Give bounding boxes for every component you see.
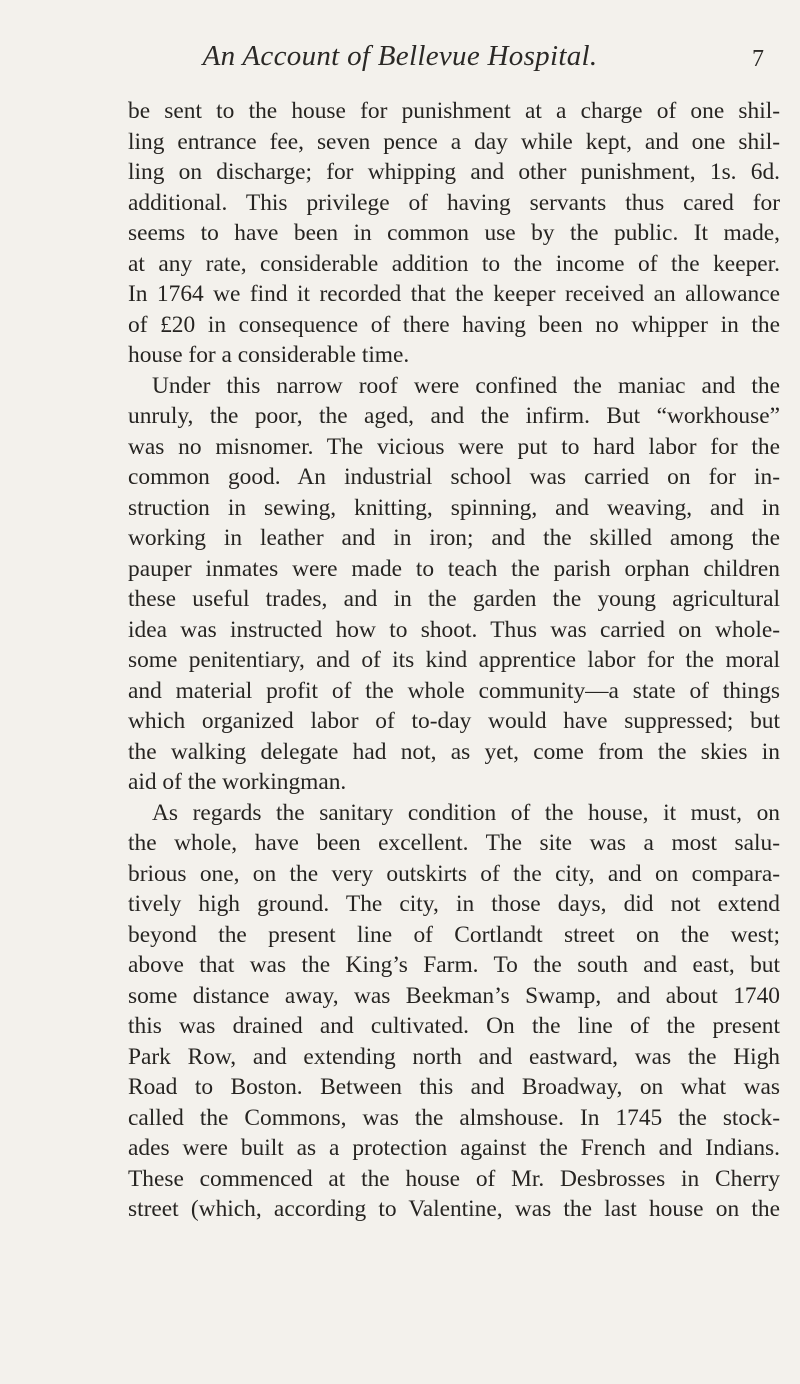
text-line: ades were built as a protection against the French and Indians. xyxy=(128,1135,780,1161)
text-line: which organized labor of to-day would have suppressed; but xyxy=(128,708,780,734)
text-line: street (which, according to Valentine, was the last house on the xyxy=(128,1196,780,1222)
running-head xyxy=(0,40,800,84)
body-text xyxy=(128,96,780,1225)
text-line: pauper inmates were made to teach the parish orphan children xyxy=(128,555,780,582)
text-line: These commenced at the house of Mr. Desbrosses in Cherry xyxy=(128,1165,780,1192)
text-line: ling entrance fee, seven pence a day while kept, and one shil- xyxy=(128,128,780,155)
text-line: above that was the King’s Farm. To the south and east, but xyxy=(128,952,780,978)
text-line: In 1764 we find it recorded that the keeper received an allowance xyxy=(128,281,780,307)
text-line: these useful trades, and in the garden the young agricultural xyxy=(128,586,780,612)
text-line: some distance away, was Beekman’s Swamp, and about 1740 xyxy=(128,982,780,1009)
text-line: unruly, the poor, the aged, and the infirm. But “workhouse” xyxy=(128,403,780,429)
text-line: and material profit of the whole community—a state of things xyxy=(128,677,780,704)
text-line: aid of the workingman. xyxy=(128,769,347,795)
text-line: house for a considerable time. xyxy=(128,342,410,368)
text-line: As regards the sanitary condition of the house, it must, on xyxy=(152,799,780,826)
text-line: the walking delegate had not, as yet, come from the skies in xyxy=(128,738,780,765)
text-line: Road to Boston. Between this and Broadway, on what was xyxy=(128,1074,780,1100)
text-line: common good. An industrial school was carried on for in- xyxy=(128,464,780,490)
text-line: working in leather and in iron; and the skilled among the xyxy=(128,525,780,551)
page-number: 7 xyxy=(752,46,764,72)
text-line: the whole, have been excellent. The site was a most salu- xyxy=(128,830,780,856)
text-line: Park Row, and extending north and eastward, was the High xyxy=(128,1043,780,1070)
text-line: some penitentiary, and of its kind apprentice labor for the moral xyxy=(128,647,780,673)
text-line: additional. This privilege of having servants thus cared for xyxy=(128,189,780,216)
text-line: seems to have been in common use by the public. It made, xyxy=(128,220,780,246)
text-line: called the Commons, was the almshouse. In 1745 the stock- xyxy=(128,1104,780,1131)
text-line: was no misnomer. The vicious were put to hard labor for the xyxy=(128,433,780,460)
running-title: An Account of Bellevue Hospital. xyxy=(202,40,598,72)
text-line: this was drained and cultivated. On the line of the present xyxy=(128,1013,780,1039)
text-line: tively high ground. The city, in those days, did not extend xyxy=(128,891,780,917)
text-line: ling on discharge; for whipping and other punishment, 1s. 6d. xyxy=(128,159,780,185)
text-line: Under this narrow roof were confined the maniac and the xyxy=(152,372,780,399)
text-line: at any rate, considerable addition to the income of the keeper. xyxy=(128,250,780,277)
text-line: brious one, on the very outskirts of the city, and on compara- xyxy=(128,860,780,887)
text-line: beyond the present line of Cortlandt street on the west; xyxy=(128,921,780,948)
text-line: of £20 in consequence of there having been no whipper in the xyxy=(128,311,780,338)
text-line: struction in sewing, knitting, spinning, and weaving, and in xyxy=(128,494,780,521)
text-line: idea was instructed how to shoot. Thus was carried on whole- xyxy=(128,616,780,643)
text-line: be sent to the house for punishment at a charge of one shil- xyxy=(128,98,780,124)
